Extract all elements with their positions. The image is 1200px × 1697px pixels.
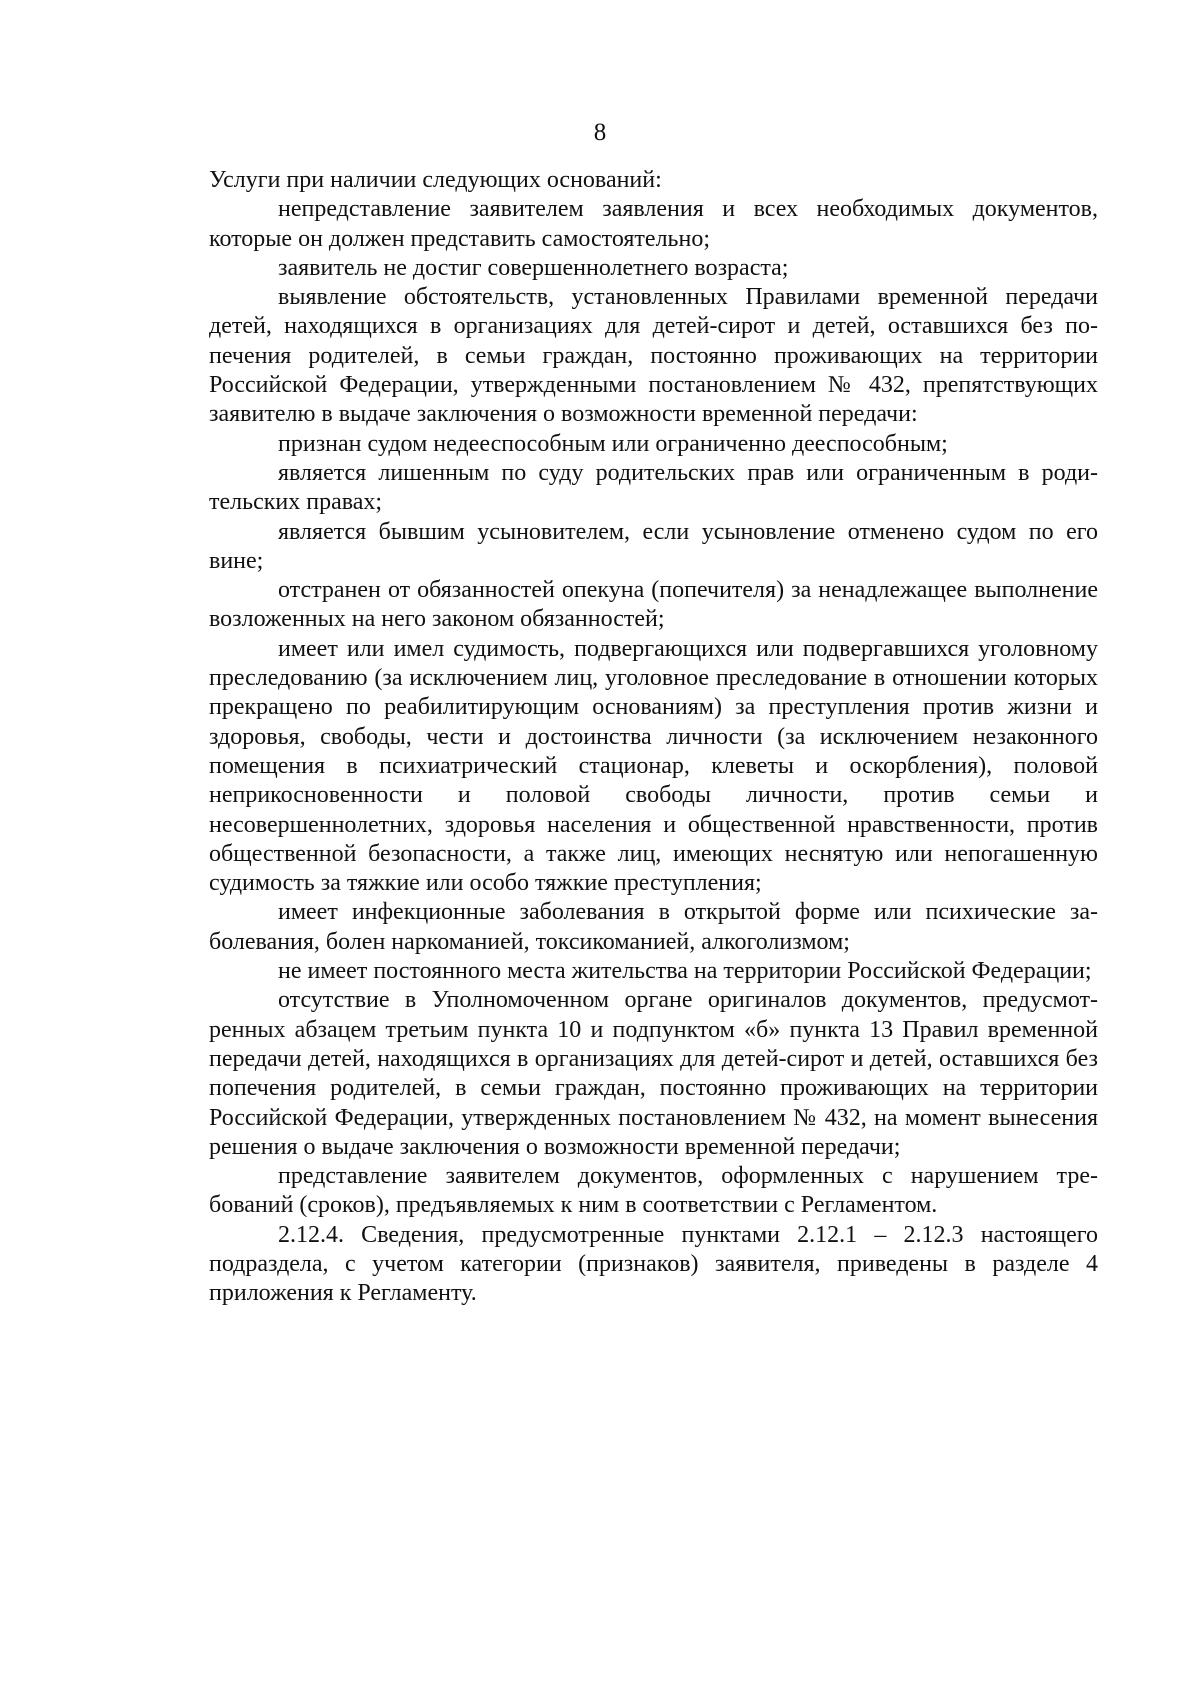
paragraph-10: имеет инфекционные заболевания в открытой форме или психические заболевания, болен наркоманией, токсикоманией, алкоголизмом;	[209, 899, 1098, 955]
paragraph-8: отстранен от обязанностей опекуна (попечителя) за ненадлежащее выполнение возложенных на него законом обязанностей;	[209, 577, 1098, 633]
paragraph-13: представление заявителем документов, оформленных с нарушением требований (сроков), предъявляемых к ним в соответствии с Регламентом.	[209, 1163, 1098, 1219]
paragraph-11: не имеет постоянного места жительства на территории Российской Федерации;	[278, 958, 1092, 985]
paragraph-2: непредставление заявителем заявления и всех необходимых документов, которые он должен представить самостоятельно;	[209, 196, 1098, 252]
page-number: 8	[593, 119, 607, 146]
paragraph-3: заявитель не достиг совершеннолетнего возраста;	[278, 254, 789, 281]
paragraph-14: 2.12.4. Сведения, предусмотренные пунктами 2.12.1 – 2.12.3 настоящего подраздела, с учетом категории (признаков) заявителя, приведены в разделе 4 приложения к Регламенту.	[209, 1221, 1098, 1307]
paragraph-7: является бывшим усыновителем, если усыновление отменено судом по его вине;	[209, 518, 1098, 574]
paragraph-12: отсутствие в Уполномоченном органе оригиналов документов, предусмотренных абзацем третьим пункта 10 и подпунктом «б» пункта 13 Правил временной передачи детей, находящихся в организациях для детей-сирот и детей, оставшихся без попечения родителей, в семьи граждан, постоянно проживающих на территории Российской Федерации, утвержденных постановлением № 432, на момент вынесения решения о выдаче заключения о возможности временной передачи;	[209, 987, 1098, 1160]
paragraph-5: признан судом недееспособным или ограниченно дееспособным;	[278, 430, 948, 457]
paragraph-9: имеет или имел судимость, подвергающихся или подвергавшихся уголовному преследованию (за исключением лиц, уголовное преследование в отношении которых прекращено по реабилитирующим основаниям) за преступления против жизни и здоровья, свободы, чести и достоинства личности (за исключением незаконного помещения в психиатрический стационар, клеветы и оскорбления), половой неприкосновенности и половой свободы личности, против семьи и несовершеннолетних, здоровья населения и общественной нравственности, против общественной безопасности, а также лиц, имеющих неснятую или непогашенную судимость за тяжкие или особо тяжкие преступления;	[209, 635, 1098, 897]
paragraph-6: является лишенным по суду родительских прав или ограниченным в родительских правах;	[209, 459, 1098, 516]
paragraph-1: Услуги при наличии следующих оснований:	[209, 167, 662, 193]
document-body	[209, 166, 1098, 1309]
paragraph-4: выявление обстоятельств, установленных Правилами временной передачи детей, находящихся в организациях для детей-сирот и детей, оставшихся без попечения родителей, в семьи граждан, постоянно проживающих на территории Российской Федерации, утвержденными постановлением № 432, препятствующих заявителю в выдаче заключения о возможности временной передачи:	[209, 284, 1098, 428]
